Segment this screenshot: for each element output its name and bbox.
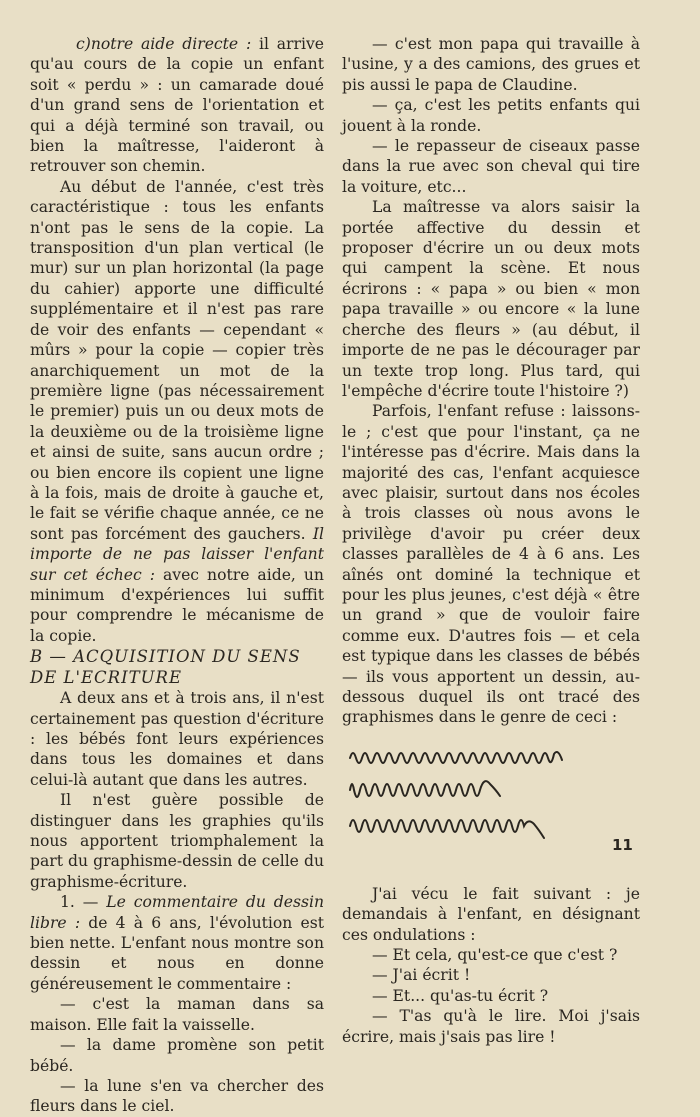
commentaire-text: de 4 à 6 ans, l'évolution est bien nette. L'enfant nous montre son dessin et nous en donne généreusement le commentaire :	[30, 913, 324, 993]
paragraph-deux-ans: A deux ans et à trois ans, il n'est certainement pas question d'écriture : les bébés font leurs expériences dans tous les domaines et dans celui-là autant que dans les autres.	[30, 689, 324, 789]
dialogue-question-2: — Et... qu'as-tu écrit ?	[372, 986, 549, 1005]
left-column	[30, 34, 324, 1117]
quote-maman: — c'est la maman dans sa maison. Elle fait la vaisselle.	[30, 995, 324, 1034]
text-importe-italic: Il importe de ne pas laisser l'enfant sur cet échec :	[30, 524, 324, 584]
quote-ronde: — ça, c'est les petits enfants qui jouent à la ronde.	[342, 96, 640, 135]
paragraph-debut-annee	[30, 177, 324, 646]
paragraph-notre-aide	[30, 34, 324, 177]
handwriting-scribbles	[342, 738, 640, 850]
paragraph-maitresse: La maîtresse va alors saisir la portée affective du dessin et proposer d'écrire un ou deux mots qui campent la scène. Et nous écrirons : « papa » ou bien « mon papa travaille » ou encore « la lune cherche des fleurs » (au début, il importe de ne pas le décourager par un texte trop long. Plus tard, qui l'empêche d'écrire toute l'histoire ?)	[342, 198, 640, 400]
commentaire-number: 1. —	[60, 893, 107, 912]
quote-papa: — c'est mon papa qui travaille à l'usine, y a des camions, des grues et pis aussi le papa de Claudine.	[342, 35, 640, 94]
paragraph-guere: Il n'est guère possible de distinguer dans les graphies qu'ils nous apportent triomphalement la part du graphisme-dessin de celle du graphisme-écriture.	[30, 791, 324, 891]
quote-repasseur: — le repasseur de ciseaux passe dans la rue avec son cheval qui tire la voiture, etc...	[342, 137, 640, 196]
text-notre-aide: il arrive qu'au cours de la copie un enfant soit « perdu » : un camarade doué d'un grand sens de l'orientation et qui a déjà terminé son travail, ou bien la maîtresse, l'aideront à retrouver son chemin.	[30, 35, 324, 176]
quote-lune: — la lune s'en va chercher des fleurs dans le ciel.	[30, 1076, 324, 1116]
paragraph-parfois: Parfois, l'enfant refuse : laissons-le ; c'est que pour l'instant, ça ne l'intéresse pas d'écrire. Mais dans la majorité des cas, l'enfant acquiesce avec plaisir, surtout dans nos écoles à trois classes où nous avons le privilège d'avoir pu créer deux classes parallèles de 4 à 6 ans. Les aînés ont dominé la technique et pour les plus jeunes, c'est déjà « être un grand » que de vouloir faire comme eux. D'autres fois — et cela est typique dans les classes de bébés — ils vous apportent un dessin, au-dessous duquel ils ont tracé des graphismes dans le genre de ceci :	[342, 402, 640, 727]
paragraph-vecu: J'ai vécu le fait suivant : je demandais à l'enfant, en désignant ces ondulations :	[342, 884, 640, 944]
label-notre-aide: c)notre aide directe :	[76, 35, 252, 53]
dialogue-answer-1: — J'ai écrit !	[372, 966, 471, 985]
section-heading: B — ACQUISITION DU SENS DE L'ECRITURE	[30, 647, 301, 688]
scribble-drawing	[342, 738, 572, 850]
commentaire-label: Le commentaire du dessin libre :	[30, 893, 324, 932]
scribble-line-3	[350, 820, 544, 838]
right-column	[342, 34, 640, 1047]
quote-dame: — la dame promène son petit bébé.	[30, 1036, 324, 1075]
dialogue-question-1: — Et cela, qu'est-ce que c'est ?	[372, 946, 618, 965]
paragraph-commentaire	[30, 892, 324, 994]
scribble-line-1	[350, 752, 562, 763]
page-number: 11	[612, 836, 633, 854]
dialogue-answer-2: — T'as qu'à le lire. Moi j'sais écrire, mais j'sais pas lire !	[342, 1007, 640, 1046]
text-debut-annee: Au début de l'année, c'est très caractéristique : tous les enfants n'ont pas le sens de la copie. La transposition d'un plan vertical (le mur) sur un plan horizontal (la page du cahier) apporte une difficulté supplémentaire et il n'est pas rare de voir des enfants — cependant « mûrs » pour la copie — copier très anarchiquement un mot de la première ligne (pas nécessairement le premier) puis un ou deux mots de la deuxième ou de la troisième ligne et ainsi de suite, sans aucun ordre ; ou bien encore ils copient une ligne à la fois, mais de droite à gauche et, le fait se vérifie chaque année, ce ne sont pas forcément des gauchers.	[30, 177, 324, 543]
scribble-line-2	[350, 781, 500, 797]
text-debut-fin: avec notre aide, un minimum d'expériences lui suffit pour comprendre le mécanisme de la copie.	[30, 565, 324, 645]
